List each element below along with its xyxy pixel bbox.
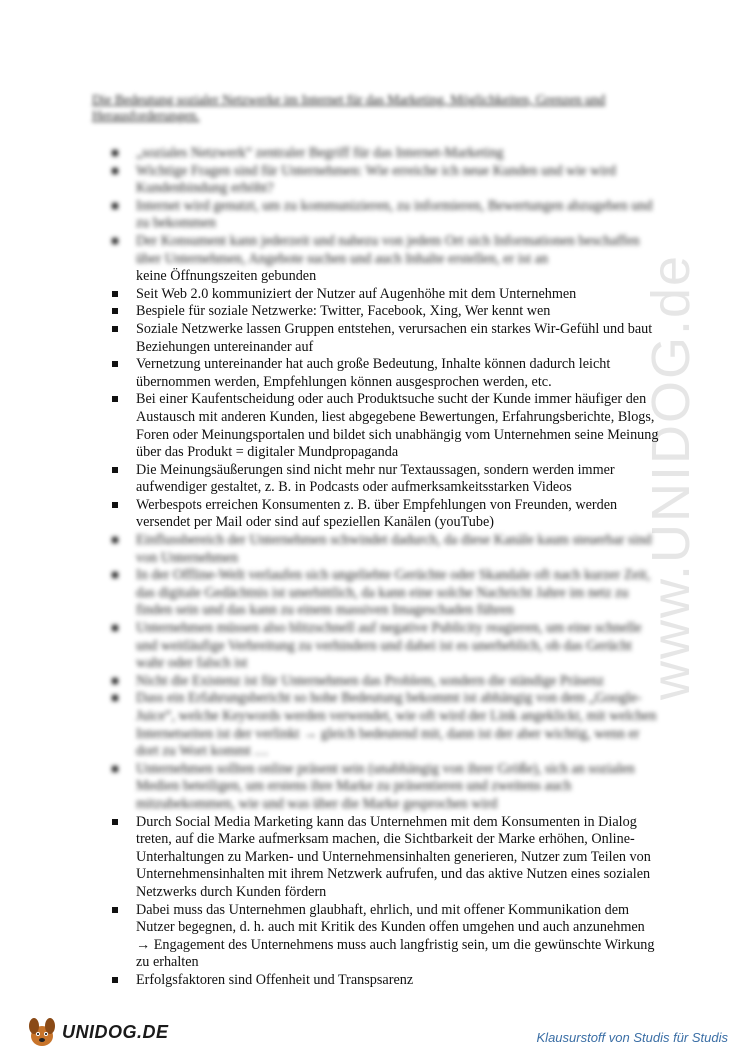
bullet-item: Bespiele für soziale Netzwerke: Twitter, Facebook, Xing, Wer kennt wen (112, 303, 660, 321)
logo-text: UNIDOG.DE (62, 1021, 169, 1042)
unidog-logo[interactable] (24, 1012, 184, 1052)
bullet-item: Dass ein Erfahrungsbericht so hohe Bedeutung bekommt ist abhängig von dem „Google-Juice“, welche Keywords werden verwendet, wie oft wird der Link angeklickt, mit welchen Internetseiten ist der verlinkt → gleich bedeutend mit, dann ist der aber wichtig, wenn er dort zu Wort kommt … (112, 690, 660, 760)
bullet-item: Bei einer Kaufentscheidung oder auch Produktsuche sucht der Kunde immer häufiger den Austausch mit anderen Kunden, liest abgegebene Bewertungen, Erfahrungsberichte, Blogs, Foren oder Meinungsportalen und bildet sich unabhängig vom Unternehmen seine Meinung über das Produkt = digitaler Mundpropaganda (112, 391, 660, 461)
bullet-item: In der Offline-Welt verlaufen sich ungeliebte Gerüchte oder Skandale oft nach kurzer Zeit, das digitale Gedächtnis ist unerbittlich, da kann eine solche Nachricht Jahre im netz zu finden sein und das kann zu einem massiven Imageschaden führen (112, 567, 660, 620)
bullet-item: Wichtige Fragen sind für Unternehmen: Wie erreiche ich neue Kunden und wie wird Kundenbindung erhöht? (112, 163, 660, 198)
bullet-item: Durch Social Media Marketing kann das Unternehmen mit dem Konsumenten in Dialog treten, auf die Marke aufmerksam machen, die Sichtbarkeit der Marke erhöhen, Online-Unterhaltungen zu Marken- und Unternehmensinhalten generieren, Nutzer zum Teilen von Unternehmensinhalten mit ihrem Netzwerk aufrufen, und das aktive Nutzen eines sozialen Netzwerks durch Kunden fördern (112, 814, 660, 902)
bullet-item: Vernetzung untereinander hat auch große Bedeutung, Inhalte können dadurch leicht übernommen werden, Empfehlungen können ausgesprochen werden, etc. (112, 356, 660, 391)
bullet-item: Werbespots erreichen Konsumenten z. B. über Empfehlungen von Freunden, werden versendet per Mail oder sind auf speziellen Kanälen (youTube) (112, 497, 660, 532)
bullet-list (112, 145, 660, 990)
bullet-item: Einflussbereich der Unternehmen schwindet dadurch, da diese Kanäle kaum steuerbar sind von Unternehmen (112, 532, 660, 567)
document-heading: Die Bedeutung sozialer Netzwerke im Internet für das Marketing, Möglichkeiten, Grenzen und Herausforderungen. (92, 92, 606, 123)
bullet-item: Erfolgsfaktoren sind Offenheit und Transpsarenz (112, 972, 660, 990)
bullet-item: Soziale Netzwerke lassen Gruppen entstehen, verursachen ein starkes Wir-Gefühl und baut Beziehungen untereinander auf (112, 321, 660, 356)
bullet-item: Dabei muss das Unternehmen glaubhaft, ehrlich, und mit offener Kommunikation dem Nutzer begegnen, d. h. auch mit Kritik des Kunden offen umgehen und auch anzunehmen → Engagement des Unternehmens muss auch langfristig sein, um die gewünschte Wirkung zu erhalten (112, 902, 660, 972)
bullet-item: Der Konsument kann jederzeit und nahezu von jedem Ort sich Informationen beschaffen über Unternehmen, Angebote suchen und auch Inhalte erstellen, er ist an (112, 233, 660, 268)
bullet-tail-text: keine Öffnungszeiten gebunden (136, 268, 317, 285)
bullet-item: „soziales Netzwerk“ zentraler Begriff für das Internet-Marketing (112, 145, 660, 163)
bullet-item: Internet wird genutzt, um zu kommunizieren, zu informieren, Bewertungen abzugeben und zu bekommen (112, 198, 660, 233)
bullet-item: Die Meinungsäußerungen sind nicht mehr nur Textaussagen, sondern werden immer aufwendiger gestaltet, z. B. in Podcasts oder aufmerksamkeitsstarken Videos (112, 462, 660, 497)
bullet-item: Unternehmen sollten online präsent sein (unabhängig von ihrer Größe), sich an sozialen Medien beteiligen, um erstens ihre Marke zu präsentieren und zweitens auch mitzubekommen, wie und was über die Marke gesprochen wird (112, 761, 660, 814)
bullet-item: Unternehmen müssen also blitzschnell auf negative Publicity reagieren, um eine schnelle und weitläufige Verbreitung zu verhindern und dabei ist es unerheblich, ob das Gerücht wahr oder falsch ist (112, 620, 660, 673)
footer-tagline: Klausurstoff von Studis für Studis (536, 1030, 728, 1045)
dog-icon (24, 1014, 60, 1050)
bullet-item: Seit Web 2.0 kommuniziert der Nutzer auf Augenhöhe mit dem Unternehmen (112, 286, 660, 304)
bullet-item: Nicht die Existenz ist für Unternehmen das Problem, sondern die ständige Präsenz (112, 673, 660, 691)
watermark: www.UNIDOG.de (641, 253, 701, 700)
